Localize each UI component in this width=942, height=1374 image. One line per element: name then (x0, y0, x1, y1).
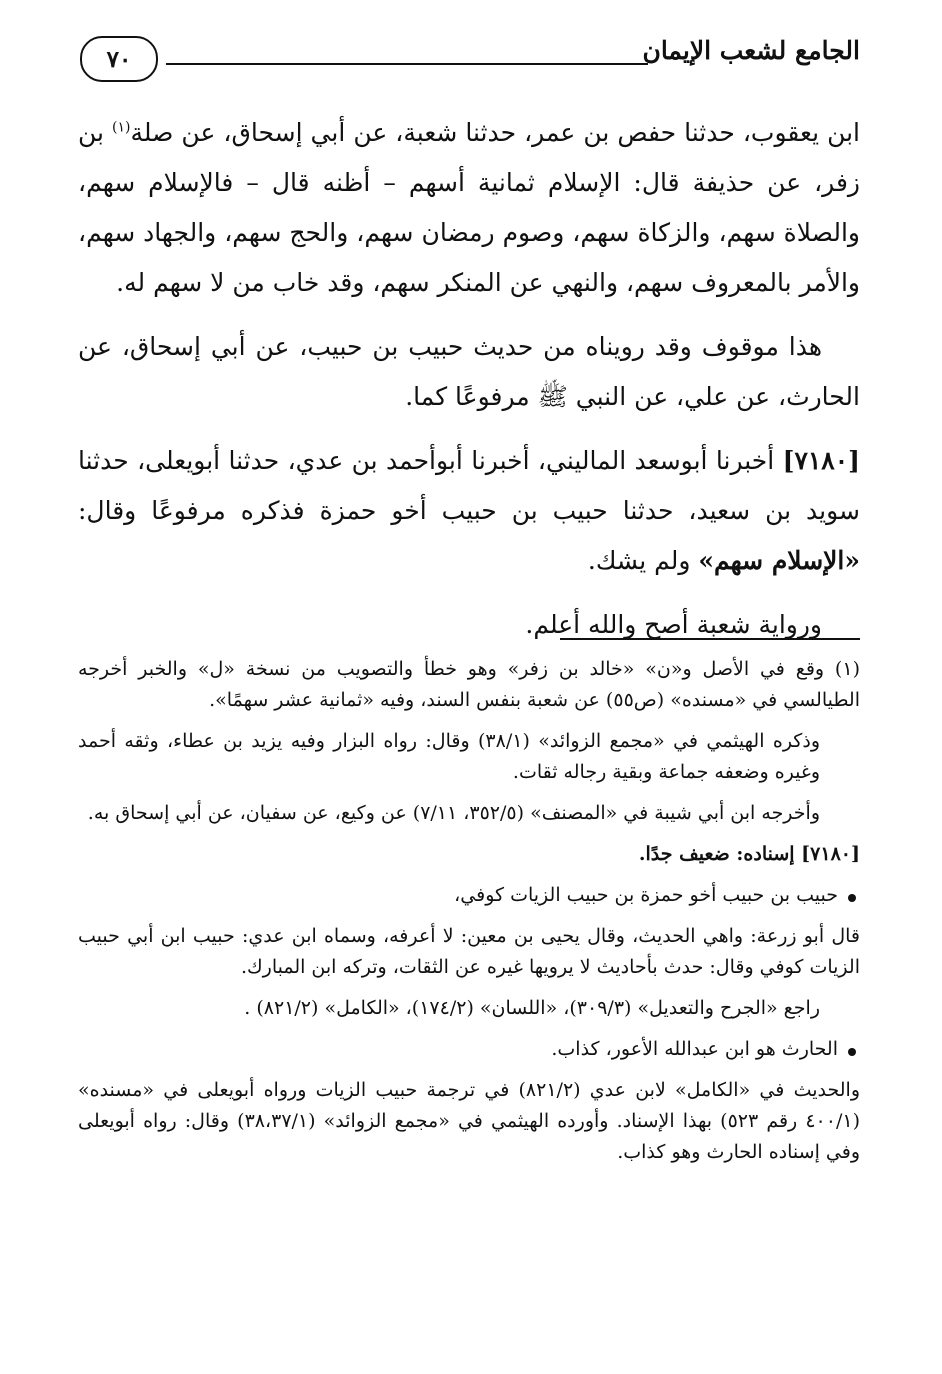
paragraph-conclusion: ورواية شعبة أصح والله أعلم. (525, 610, 822, 639)
header-rule (166, 63, 648, 65)
footnote-text: قال أبو زرعة: واهي الحديث، وقال يحيى بن معين: لا أعرفه، وسماه ابن عدي: حبيب ابن أبي حبيب الزيات كوفي وقال: حدث بأحاديث لا يرويها غيره عن الثقات، وتركه ابن المبارك. (78, 925, 860, 978)
main-text (78, 108, 860, 664)
paragraph-commentary: هذا موقوف وقد رويناه من حديث حبيب بن حبيب، عن أبي إسحاق، عن الحارث، عن علي، عن النبي ﷺ مرفوعًا كما. (78, 332, 860, 411)
footnote-text: والحديث في «الكامل» لابن عدي (٨٢١/٢) في ترجمة حبيب الزيات ورواه أبويعلى في «مسنده» (٤٠٠/١ رقم ٥٢٣) بهذا الإسناد. وأورده الهيثمي في «مجمع الزوائد» (٣٨،٣٧/١) وقال: رواه أبويعلى وفي إسناده الحارث وهو كذاب. (78, 1079, 860, 1163)
paragraph-text: بن زفر، عن حذيفة قال: الإسلام ثمانية أسهم – أظنه قال – فالإسلام سهم، والصلاة سهم، والزكاة سهم، وصوم رمضان سهم، والحج سهم، والجهاد سهم، والأمر بالمعروف سهم، والنهي عن المنكر سهم، وقد خاب من لا سهم له. (78, 118, 860, 297)
page-number-badge: ٧٠ (80, 36, 158, 82)
footnote-7180-heading: [٧١٨٠] إسناده: ضعيف جدًا. (638, 843, 860, 865)
footnote-1: (١) وقع في الأصل و«ن» «خالد بن زفر» وهو خطأ والتصويب من نسخة «ل» والخبر أخرجه الطيالسي في «مسنده» (ص٥٥) عن شعبة بنفس السند، وفيه «ثمانية عشر سهمًا». (78, 658, 860, 711)
footnote-bullet: الحارث هو ابن عبدالله الأعور، كذاب. (78, 1034, 860, 1065)
footnote-bullet: حبيب بن حبيب أخو حمزة بن حبيب الزيات كوفي، (78, 880, 860, 911)
hadith-quote: «الإسلام سهم» (698, 546, 860, 575)
paragraph-hadith-7180 (78, 436, 860, 586)
paragraph-hadith-text (78, 108, 860, 308)
footnotes (78, 654, 860, 1178)
paragraph-text: ولم يشك. (587, 546, 699, 575)
hadith-number: [٧١٨٠] (782, 446, 860, 475)
footnote-reference: راجع «الجرح والتعديل» (٣٠٩/٣)، «اللسان» (١٧٤/٢)، «الكامل» (٨٢١/٢) . (244, 997, 820, 1019)
running-title: الجامع لشعب الإيمان (642, 36, 860, 65)
paragraph-text: ابن يعقوب، حدثنا حفص بن عمر، حدثنا شعبة، عن أبي إسحاق، عن صلة (130, 118, 860, 147)
footnote-marker: (١) (112, 119, 131, 136)
page-header (80, 30, 860, 90)
footnote-1-continued: وأخرجه ابن أبي شيبة في «المصنف» (٣٥٢/٥، ٧/١١) عن وكيع، عن سفيان، عن أبي إسحاق به. (87, 802, 820, 824)
footnote-separator (560, 638, 860, 640)
paragraph-text: أخبرنا أبوسعد الماليني، أخبرنا أبوأحمد بن عدي، حدثنا أبويعلى، حدثنا سويد بن سعيد، حدثنا حبيب بن حبيب أخو حمزة فذكره مرفوعًا وقال: (78, 446, 860, 525)
footnote-1-continued: وذكره الهيثمي في «مجمع الزوائد» (٣٨/١) وقال: رواه البزار وفيه يزيد بن عطاء، وثقه أحمد وغيره وضعفه جماعة وبقية رجاله ثقات. (78, 730, 820, 783)
